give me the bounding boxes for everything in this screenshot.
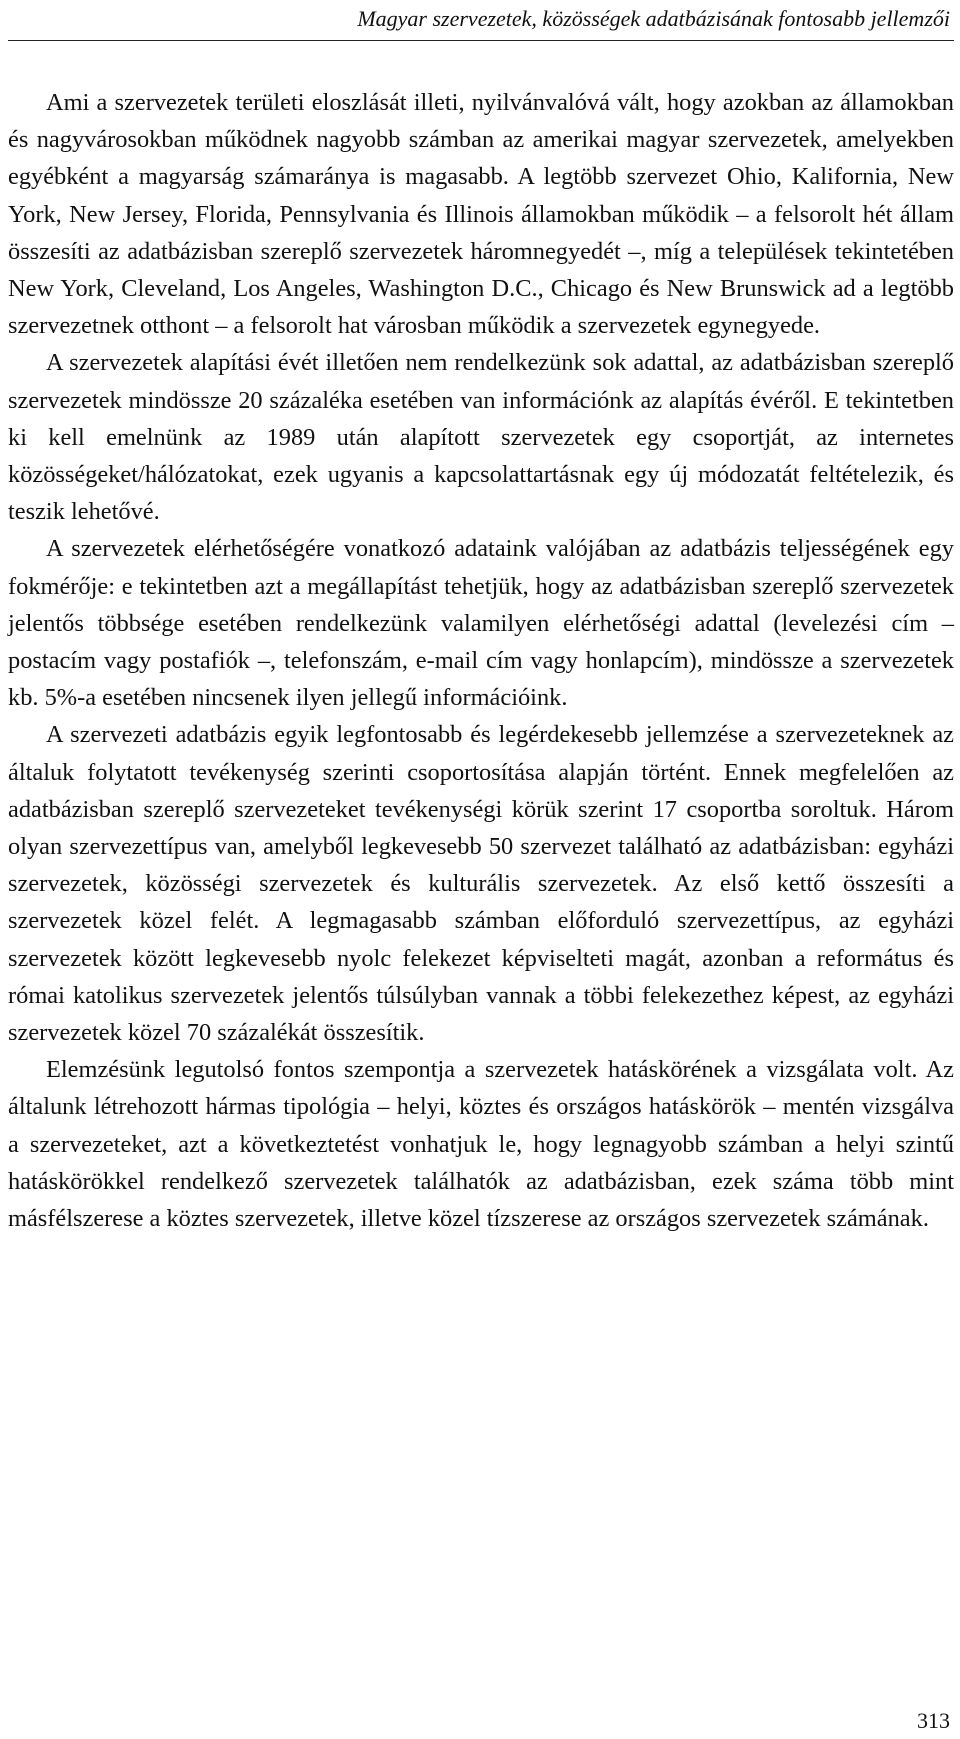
running-header: Magyar szervezetek, közösségek adatbázisának fontosabb jellemzői	[357, 6, 950, 31]
paragraph: A szervezeti adatbázis egyik legfontosabb és legérdekesebb jellemzése a szervezeteknek az általuk folytatott tevékenység szerinti csoportosítása alapján történt. Ennek megfelelően az adatbázisban szereplő szervezeteket tevékenységi körük szerint 17 csoportba soroltuk. Három olyan szervezettípus van, amelyből legkevesebb 50 szervezet található az adatbázisban: egyházi szervezetek, közösségi szervezetek és kulturális szervezetek. Az első kettő összesíti a szervezetek közel felét. A legmagasabb számban előforduló szervezettípus, az egyházi szervezetek között legkevesebb nyolc felekezet képviselteti magát, azonban a református és római katolikus szervezetek jelentős túlsúlyban vannak a többi felekezethez képest, az egyházi szervezetek közel 70 százalékát összesítik.	[8, 721, 954, 1047]
paragraph: Elemzésünk legutolsó fontos szempontja a szervezetek hatáskörének a vizsgálata volt. Az általunk létrehozott hármas tipológia – helyi, köztes és országos hatáskörök – mentén vizsgálva a szervezeteket, azt a következtetést vonhatjuk le, hogy legnagyobb számban a helyi szintű hatáskörökkel rendelkező szervezetek találhatók az adatbázisban, ezek száma több mint másfélszerese a köztes szervezetek, illetve közel tízszerese az országos szervezetek számának.	[8, 1056, 954, 1233]
paragraph: A szervezetek alapítási évét illetően nem rendelkezünk sok adattal, az adatbázisban szereplő szervezetek mindössze 20 százaléka esetében van információnk az alapítás évéről. E tekintetben ki kell emelnünk az 1989 után alapított szervezetek egy csoportját, az internetes közösségeket/hálózatokat, ezek ugyanis a kapcsolattartásnak egy új módozatát feltételezik, és teszik lehetővé.	[8, 349, 954, 526]
page-number: 313	[917, 1708, 950, 1733]
body-text	[8, 84, 954, 1237]
header-rule	[8, 40, 954, 41]
paragraph: Ami a szervezetek területi eloszlását illeti, nyilvánvalóvá vált, hogy azokban az államokban és nagyvárosokban működnek nagyobb számban az amerikai magyar szervezetek, amelyekben egyébként a magyarság számaránya is magasabb. A legtöbb szervezet Ohio, Kalifornia, New York, New Jersey, Florida, Pennsylvania és Illinois államokban működik – a felsorolt hét állam összesíti az adatbázisban szereplő szervezetek háromnegyedét –, míg a települések tekintetében New York, Cleveland, Los Angeles, Washington D.C., Chicago és New Brunswick ad a legtöbb szervezetnek otthont – a felsorolt hat városban működik a szervezetek egynegyede.	[8, 89, 954, 340]
paragraph: A szervezetek elérhetőségére vonatkozó adataink valójában az adatbázis teljességének egy fokmérője: e tekintetben azt a megállapítást tehetjük, hogy az adatbázisban szereplő szervezetek jelentős többsége esetében rendelkezünk valamilyen elérhetőségi adattal (levelezési cím – postacím vagy postafiók –, telefonszám, e-mail cím vagy honlapcím), mindössze a szervezetek kb. 5%-a esetében nincsenek ilyen jellegű információink.	[8, 535, 954, 712]
